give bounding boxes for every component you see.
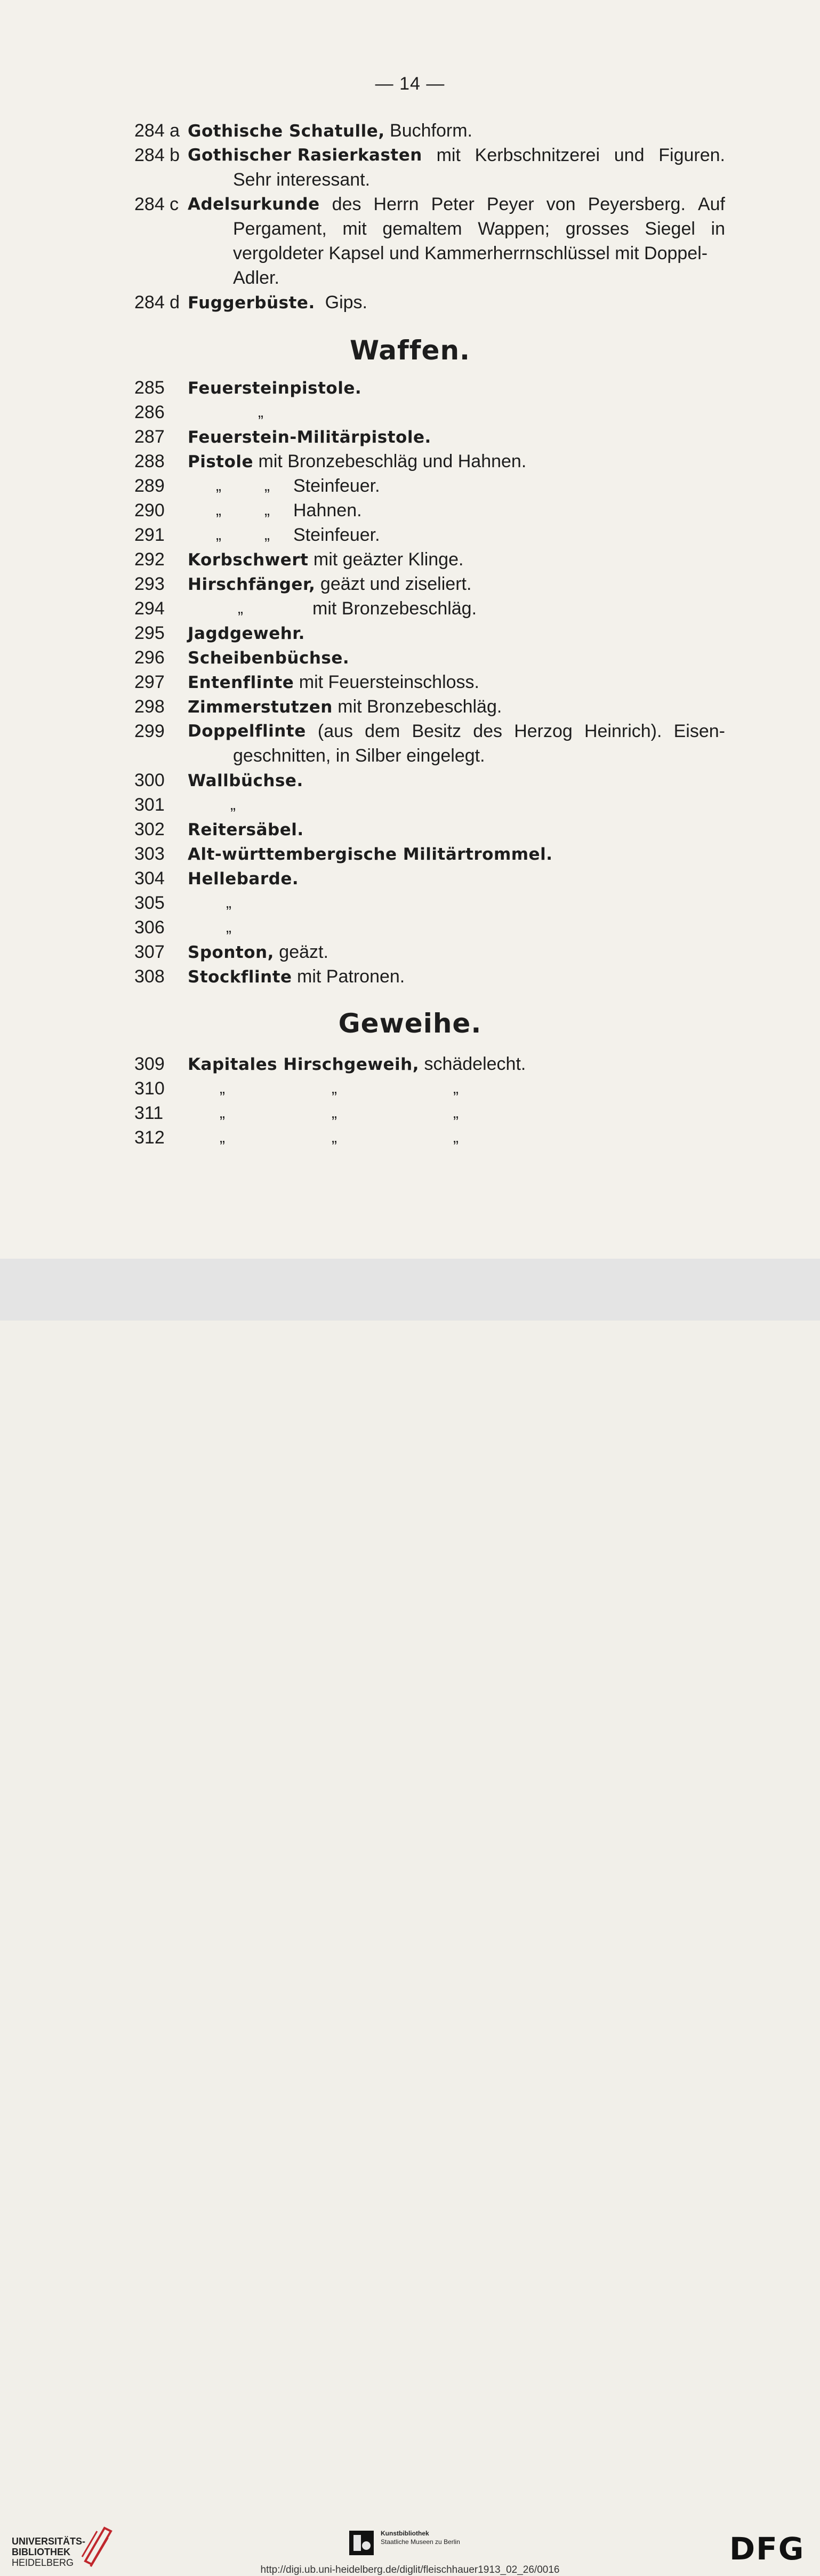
ditto-mark: „ — [332, 1129, 337, 1146]
university-library-logo-icon — [81, 2524, 113, 2570]
entry-text — [188, 118, 472, 143]
ub-line-2: BIBLIOTHEK — [12, 2547, 70, 2557]
page-number: — 14 — — [375, 74, 445, 94]
entry-name: Doppelflinte — [188, 722, 306, 741]
entry-number: 312 — [134, 1127, 165, 1148]
entry-text — [188, 449, 526, 474]
entry-number: 296 — [134, 647, 165, 668]
entry-number: 292 — [134, 549, 165, 570]
entry-description: mit Patronen. — [292, 966, 405, 987]
entry-word: von — [546, 194, 576, 214]
entry-continuation: vergoldeter Kapsel und Kammerherrnschlüssel mit Doppel- — [233, 243, 708, 263]
entry-word: (aus — [317, 721, 353, 741]
ditto-mark: „ — [216, 526, 221, 543]
entry-number: 284 c — [134, 194, 179, 214]
entry-name: Korbschwert — [188, 550, 309, 570]
entry-text — [188, 645, 349, 670]
entry-number: 309 — [134, 1054, 165, 1074]
entry-number: 287 — [134, 427, 165, 447]
digitization-footer — [0, 1259, 820, 2575]
ditto-mark: „ — [264, 477, 270, 494]
entry-word: und — [614, 145, 645, 165]
entry-number: 300 — [134, 770, 165, 790]
entry-name: Stockflinte — [188, 967, 292, 987]
ditto-mark: „ — [216, 501, 221, 519]
university-library-label — [12, 2536, 85, 2568]
entry-word: gemaltem — [382, 219, 462, 239]
entry-word: in — [711, 219, 725, 239]
entry-description: geäzt. — [274, 942, 328, 962]
source-url-link[interactable]: http://digi.ub.uni-heidelberg.de/diglit/fleischhauer1913_02_26/0016 — [260, 2564, 560, 2575]
entry-word: mit — [342, 219, 367, 239]
entry-number: 297 — [134, 672, 165, 692]
dfg-logo: DFG — [729, 2531, 805, 2567]
entry-text — [188, 290, 367, 315]
kb-line-1: Kunstbibliothek — [381, 2530, 429, 2537]
entry-name: Feuerstein-Militärpistole. — [188, 428, 431, 447]
entry-text — [188, 192, 725, 217]
entry-name: Hirschfänger, — [188, 575, 316, 594]
ditto-mark: „ — [216, 477, 221, 494]
entry-text — [188, 768, 303, 793]
ditto-mark: „ — [264, 501, 270, 519]
entry-number: 298 — [134, 697, 165, 717]
entry-description: mit Bronzebeschläg. — [312, 598, 477, 619]
entry-number: 306 — [134, 917, 165, 938]
entry-name: Wallbüchse. — [188, 771, 303, 790]
ditto-mark: „ — [453, 1079, 459, 1097]
entry-word: mit — [436, 145, 461, 165]
ditto-mark: „ — [238, 599, 243, 617]
entry-text — [188, 572, 471, 597]
entry-word: Pergament, — [233, 219, 327, 239]
ditto-mark: „ — [230, 796, 236, 813]
section-heading-geweihe: Geweihe. — [338, 1008, 482, 1039]
ditto-mark: „ — [258, 403, 263, 421]
entry-number: 299 — [134, 721, 165, 741]
entry-name: Kapitales Hirschgeweih, — [188, 1055, 419, 1074]
ditto-mark: „ — [453, 1129, 459, 1146]
entry-name: Alt-württembergische Militärtrommel. — [188, 845, 553, 864]
entry-text — [188, 621, 305, 646]
entry-text — [188, 425, 431, 450]
entry-description: mit geäzter Klinge. — [308, 549, 464, 570]
kunstbibliothek-label — [381, 2529, 460, 2546]
entry-word: Peyer — [486, 194, 534, 214]
entry-continuation — [233, 217, 725, 241]
entry-number: 311 — [134, 1103, 164, 1123]
entry-continuation: geschnitten, in Silber eingelegt. — [233, 746, 485, 766]
entry-number: 303 — [134, 844, 165, 864]
entry-text — [188, 375, 361, 401]
ditto-mark: „ — [220, 1104, 225, 1122]
entry-name: Sponton, — [188, 943, 274, 962]
entry-number: 288 — [134, 451, 165, 471]
entry-name: Hellebarde. — [188, 869, 299, 889]
entry-number: 291 — [134, 525, 165, 545]
entry-description: Steinfeuer. — [293, 525, 380, 545]
entry-name: Jagdgewehr. — [188, 624, 305, 643]
entry-word: Eisen- — [673, 721, 725, 741]
ditto-mark: „ — [453, 1104, 459, 1122]
entry-word: Peter — [431, 194, 475, 214]
entry-description: schädelecht. — [419, 1054, 526, 1074]
entry-continuation: Sehr interessant. — [233, 170, 371, 190]
entry-name: Zimmerstutzen — [188, 698, 333, 717]
entry-word: Wappen; — [478, 219, 550, 239]
entry-number: 310 — [134, 1078, 165, 1099]
entry-number: 293 — [134, 574, 165, 594]
entry-word: dem — [365, 721, 400, 741]
entry-number: 289 — [134, 476, 165, 496]
entry-number: 290 — [134, 500, 165, 521]
entry-description: Hahnen. — [293, 500, 362, 521]
entry-word: des — [332, 194, 361, 214]
entry-number: 308 — [134, 966, 165, 987]
entry-number: 285 — [134, 378, 165, 398]
entry-description: geäzt und ziseliert. — [315, 574, 472, 594]
entry-name: Entenflinte — [188, 673, 294, 692]
entry-word: Kerbschnitzerei — [475, 145, 600, 165]
ditto-mark: „ — [226, 918, 231, 936]
entry-name: Gothische Schatulle, — [188, 122, 385, 141]
entry-text — [188, 964, 405, 989]
entry-description: mit Bronzebeschläg. — [332, 697, 502, 717]
ditto-mark: „ — [220, 1129, 225, 1146]
ditto-mark: „ — [332, 1104, 337, 1122]
entry-name: Scheibenbüchse. — [188, 649, 350, 668]
entry-text — [188, 143, 725, 167]
entry-text — [188, 719, 725, 743]
entry-description: Gips. — [315, 292, 367, 313]
entry-description: Steinfeuer. — [293, 476, 380, 496]
entry-name: Adelsurkunde — [188, 195, 320, 214]
section-heading-waffen: Waffen. — [349, 335, 471, 366]
kb-line-2: Staatliche Museen zu Berlin — [381, 2538, 460, 2546]
entry-text — [188, 670, 479, 695]
entry-number: 294 — [134, 598, 165, 619]
entry-text — [188, 866, 299, 891]
entry-continuation: Adler. — [233, 268, 279, 288]
entry-word: Herrn — [373, 194, 419, 214]
entry-number: 304 — [134, 868, 165, 889]
ditto-mark: „ — [220, 1079, 225, 1097]
entry-number: 295 — [134, 623, 165, 643]
entry-word: Auf — [697, 194, 725, 214]
entry-word: Siegel — [645, 219, 695, 239]
entry-number: 301 — [134, 795, 165, 815]
entry-number: 284 b — [134, 145, 180, 165]
entry-description: mit Bronzebeschläg und Hahnen. — [253, 451, 527, 471]
entry-text — [188, 940, 328, 965]
entry-word: Herzog — [514, 721, 573, 741]
ub-line-1: UNIVERSITÄTS- — [12, 2536, 86, 2547]
entry-text — [188, 842, 553, 867]
entry-name: Fuggerbüste. — [188, 293, 315, 313]
ditto-mark: „ — [264, 526, 270, 543]
entry-name: Pistole — [188, 452, 254, 471]
entry-number: 305 — [134, 893, 165, 913]
entry-name: Feuersteinpistole. — [188, 379, 362, 398]
entry-name: Gothischer Rasierkasten — [188, 146, 422, 165]
entry-number: 284 d — [134, 292, 180, 313]
entry-description: Buchform. — [384, 121, 472, 141]
entry-number: 307 — [134, 942, 165, 962]
entry-word: Figuren. — [658, 145, 725, 165]
entry-number: 302 — [134, 819, 165, 839]
entry-text — [188, 694, 502, 719]
kunstbibliothek-logo-icon — [349, 2531, 374, 2555]
entry-text — [188, 1052, 526, 1077]
entry-word: Peyersberg. — [588, 194, 686, 214]
entry-word: des — [473, 721, 503, 741]
entry-word: Besitz — [412, 721, 462, 741]
entry-word: Heinrich). — [584, 721, 662, 741]
entry-description: mit Feuersteinschloss. — [294, 672, 479, 692]
entry-name: Reitersäbel. — [188, 820, 304, 839]
catalog-page — [0, 0, 820, 1259]
entry-number: 286 — [134, 402, 165, 422]
ub-line-3: HEIDELBERG — [12, 2557, 74, 2568]
ditto-mark: „ — [226, 894, 231, 911]
entry-number: 284 a — [134, 121, 180, 141]
entry-word: grosses — [565, 219, 629, 239]
entry-text — [188, 817, 304, 842]
entry-text — [188, 547, 463, 572]
ditto-mark: „ — [332, 1079, 337, 1097]
